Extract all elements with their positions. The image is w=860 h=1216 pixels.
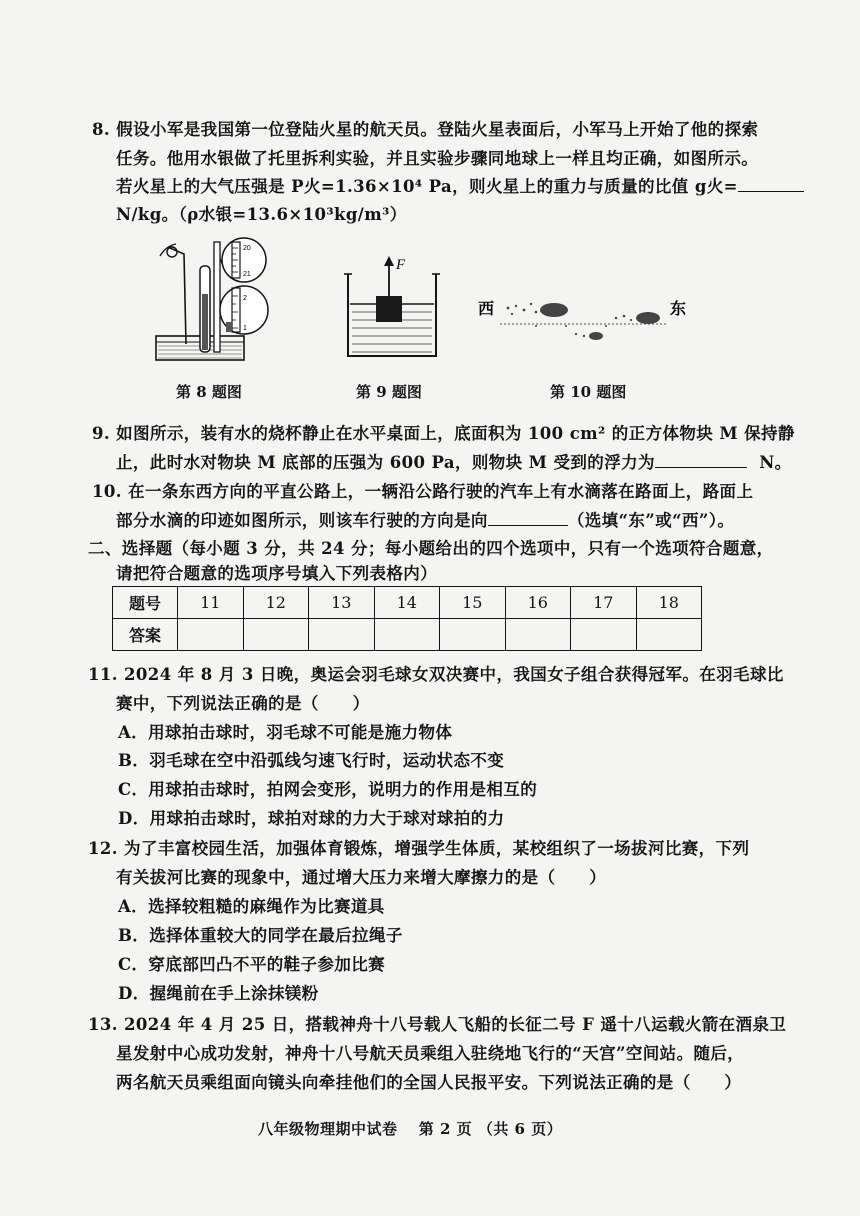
q9-unit: N。 xyxy=(759,453,792,472)
q12-line2: 有关拔河比赛的现象中，通过增大压力来增大摩擦力的是（ ） xyxy=(116,868,607,887)
answer-table-number: 13 xyxy=(309,587,375,619)
q11-line1: 11. 2024 年 8 月 3 日晚，奥运会羽毛球女双决赛中，我国女子组合获得冠军。在羽毛球比 xyxy=(88,665,784,684)
q10-line2-text: 部分水滴的印迹如图所示，则该车行驶的方向是向 xyxy=(116,511,488,530)
fig9-beaker-diagram xyxy=(344,252,440,360)
fig8-torricelli-diagram xyxy=(148,236,278,366)
fig8-tick-2: 2 xyxy=(243,295,247,302)
q11-option-b: B．羽毛球在空中沿弧线匀速飞行时，运动状态不变 xyxy=(118,751,505,770)
fig10-east-label: 东 xyxy=(670,299,687,318)
answer-table-number: 18 xyxy=(636,587,702,619)
answer-table-header-row xyxy=(113,587,702,619)
fig9-force-label: F xyxy=(396,257,406,273)
answer-table-number: 11 xyxy=(178,587,244,619)
answer-table-header-label: 题号 xyxy=(113,587,178,619)
q11-option-a: A．用球拍击球时，羽毛球不可能是施力物体 xyxy=(118,723,453,742)
q12-option-c: C．穿底部凹凸不平的鞋子参加比赛 xyxy=(118,955,386,974)
q12-line1: 12. 为了丰富校园生活，加强体育锻炼，增强学生体质，某校组织了一场拔河比赛，下列 xyxy=(88,839,750,858)
answer-cell[interactable] xyxy=(636,619,702,651)
page-footer: 八年级物理期中试卷 第 2 页 （共 6 页） xyxy=(258,1120,563,1138)
q9-line2-text: 止，此时水对物块 M 底部的压强为 600 Pa，则物块 M 受到的浮力为 xyxy=(116,453,655,472)
fig8-caption: 第 8 题图 xyxy=(176,383,242,401)
q9-answer-blank[interactable] xyxy=(655,451,747,468)
q8-line3-text: 若火星上的大气压强是 P火=1.36×10⁴ Pa，则火星上的重力与质量的比值 g火= xyxy=(116,177,738,196)
answer-table-number: 15 xyxy=(440,587,506,619)
answer-cell[interactable] xyxy=(178,619,244,651)
q11-option-c: C．用球拍击球时，拍网会变形，说明力的作用是相互的 xyxy=(118,780,538,799)
answer-cell[interactable] xyxy=(374,619,440,651)
q13-line2: 星发射中心成功发射，神舟十八号航天员乘组入驻绕地飞行的“天宫”空间站。随后， xyxy=(116,1044,745,1063)
q8-line1: 8. 假设小军是我国第一位登陆火星的航天员。登陆火星表面后，小军马上开始了他的探索 xyxy=(92,120,759,139)
fig10-caption: 第 10 题图 xyxy=(550,383,627,401)
answer-cell[interactable] xyxy=(505,619,571,651)
answer-table-number: 12 xyxy=(243,587,309,619)
answer-cell[interactable] xyxy=(309,619,375,651)
fig8-tick-1: 1 xyxy=(243,325,247,332)
q9-line2 xyxy=(116,449,792,473)
fig9-caption: 第 9 题图 xyxy=(356,383,422,401)
q12-option-d: D．握绳前在手上涂抹镁粉 xyxy=(118,984,319,1003)
answer-table-answer-row xyxy=(113,619,702,651)
q9-line1: 9. 如图所示，装有水的烧杯静止在水平桌面上，底面积为 100 cm² 的正方体物块 M 保持静 xyxy=(92,424,795,443)
section2-heading-line2: 请把符合题意的选项序号填入下列表格内） xyxy=(116,564,438,583)
answer-cell[interactable] xyxy=(440,619,506,651)
q10-choice-hint: （选填“东”或“西”）。 xyxy=(567,511,735,530)
answer-table xyxy=(112,586,702,651)
q12-option-b: B．选择体重较大的同学在最后拉绳子 xyxy=(118,926,403,945)
q13-line1: 13. 2024 年 4 月 25 日，搭载神舟十八号载人飞船的长征二号 F 遥十八运载火箭在酒泉卫 xyxy=(88,1015,787,1034)
q10-line2 xyxy=(116,507,734,531)
q8-answer-blank[interactable] xyxy=(738,175,804,192)
q11-line2: 赛中，下列说法正确的是（ ） xyxy=(116,694,370,713)
answer-table-number: 14 xyxy=(374,587,440,619)
answer-cell[interactable] xyxy=(571,619,637,651)
q8-line2: 任务。他用水银做了托里拆利实验，并且实验步骤同地球上一样且均正确，如图所示。 xyxy=(116,149,759,168)
answer-table-answer-label: 答案 xyxy=(113,619,178,651)
answer-table-number: 17 xyxy=(571,587,637,619)
q10-answer-blank[interactable] xyxy=(488,509,568,526)
answer-cell[interactable] xyxy=(243,619,309,651)
q10-line1: 10. 在一条东西方向的平直公路上，一辆沿公路行驶的汽车上有水滴落在路面上，路面上 xyxy=(92,482,754,501)
fig10-west-label: 西 xyxy=(478,299,495,318)
fig10-water-drops-diagram xyxy=(476,290,696,350)
q12-option-a: A．选择较粗糙的麻绳作为比赛道具 xyxy=(118,897,385,916)
section2-heading-line1: 二、选择题（每小题 3 分，共 24 分；每小题给出的四个选项中，只有一个选项符合题意， xyxy=(88,539,774,558)
q8-line3 xyxy=(116,173,804,197)
q8-line4: N/kg。（ρ水银=13.6×10³kg/m³） xyxy=(116,205,407,224)
fig8-tick-20: 20 xyxy=(243,245,251,252)
q11-option-d: D．用球拍击球时，球拍对球的力大于球对球拍的力 xyxy=(118,809,505,828)
fig8-tick-21: 21 xyxy=(243,271,251,278)
answer-table-number: 16 xyxy=(505,587,571,619)
q13-line3: 两名航天员乘组面向镜头向牵挂他们的全国人民报平安。下列说法正确的是（ ） xyxy=(116,1073,742,1092)
